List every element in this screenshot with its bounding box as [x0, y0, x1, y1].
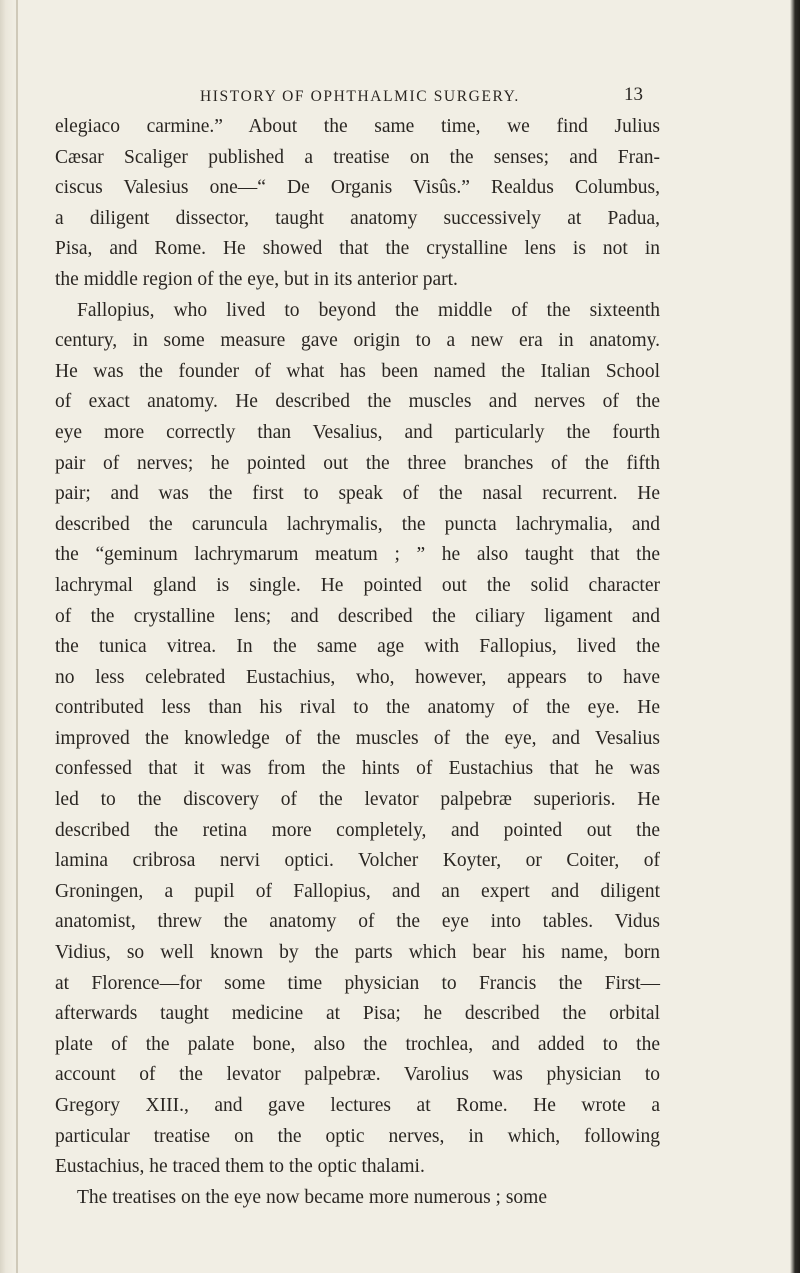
page-gutter	[0, 0, 20, 1273]
text-line: described the retina more completely, and pointed out the	[55, 819, 660, 841]
text-line: Pisa, and Rome. He showed that the crystalline lens is not in	[55, 238, 660, 260]
text-line: of the crystalline lens; and described the ciliary ligament and	[55, 605, 660, 627]
text-line: of exact anatomy. He described the muscles and nerves of the	[55, 391, 660, 413]
text-line: account of the levator palpebræ. Varolius was physician to	[55, 1064, 660, 1086]
text-line: led to the discovery of the levator palpebræ superioris. He	[55, 789, 660, 811]
page-edge-shadow	[790, 0, 800, 1273]
text-line: described the caruncula lachrymalis, the puncta lachrymalia, and	[55, 513, 660, 535]
text-line: the tunica vitrea. In the same age with Fallopius, lived the	[55, 636, 660, 658]
text-line: plate of the palate bone, also the trochlea, and added to the	[55, 1033, 660, 1055]
text-line: century, in some measure gave origin to a new era in anatomy.	[55, 330, 660, 352]
text-line: Groningen, a pupil of Fallopius, and an expert and diligent	[55, 880, 660, 902]
page-number: 13	[624, 84, 643, 105]
text-line: Vidius, so well known by the parts which bear his name, born	[55, 942, 660, 964]
text-line: eye more correctly than Vesalius, and particularly the fourth	[55, 421, 660, 443]
text-line: anatomist, threw the anatomy of the eye into tables. Vidus	[55, 911, 660, 933]
text-line: the middle region of the eye, but in its anterior part.	[55, 268, 458, 290]
text-line: pair of nerves; he pointed out the three branches of the fifth	[55, 452, 660, 474]
text-line: The treatises on the eye now became more numerous ; some	[77, 1186, 548, 1208]
text-line: ciscus Valesius one—“ De Organis Visûs.” Realdus Columbus,	[55, 177, 660, 199]
text-line: pair; and was the first to speak of the nasal recurrent. He	[55, 483, 660, 505]
text-line: Gregory XIII., and gave lectures at Rome. He wrote a	[55, 1095, 660, 1116]
text-line: He was the founder of what has been named the Italian School	[55, 360, 660, 382]
text-line: the “geminum lachrymarum meatum ; ” he also taught that the	[55, 544, 660, 566]
text-line: at Florence—for some time physician to Francis the First—	[55, 972, 660, 994]
text-line: elegiaco carmine.” About the same time, we find Julius	[55, 116, 660, 137]
body-text	[55, 112, 660, 1213]
text-line: Fallopius, who lived to beyond the middle of the sixteenth	[77, 299, 660, 321]
text-line: a diligent dissector, taught anatomy successively at Padua,	[55, 207, 660, 229]
text-line: particular treatise on the optic nerves, in which, following	[55, 1125, 660, 1147]
text-line: confessed that it was from the hints of Eustachius that he was	[55, 758, 660, 780]
text-line: contributed less than his rival to the anatomy of the eye. He	[55, 697, 660, 719]
text-line: Cæsar Scaliger published a treatise on the senses; and Fran-	[55, 146, 660, 168]
text-line: improved the knowledge of the muscles of the eye, and Vesalius	[55, 727, 660, 749]
text-line: afterwards taught medicine at Pisa; he described the orbital	[55, 1003, 660, 1025]
text-line: Eustachius, he traced them to the optic thalami.	[55, 1156, 425, 1178]
text-line: lamina cribrosa nervi optici. Volcher Koyter, or Coiter, of	[55, 850, 660, 872]
running-header: HISTORY OF OPHTHALMIC SURGERY.	[200, 88, 520, 105]
text-line: no less celebrated Eustachius, who, however, appears to have	[55, 666, 660, 688]
text-line: lachrymal gland is single. He pointed out the solid character	[55, 574, 660, 596]
